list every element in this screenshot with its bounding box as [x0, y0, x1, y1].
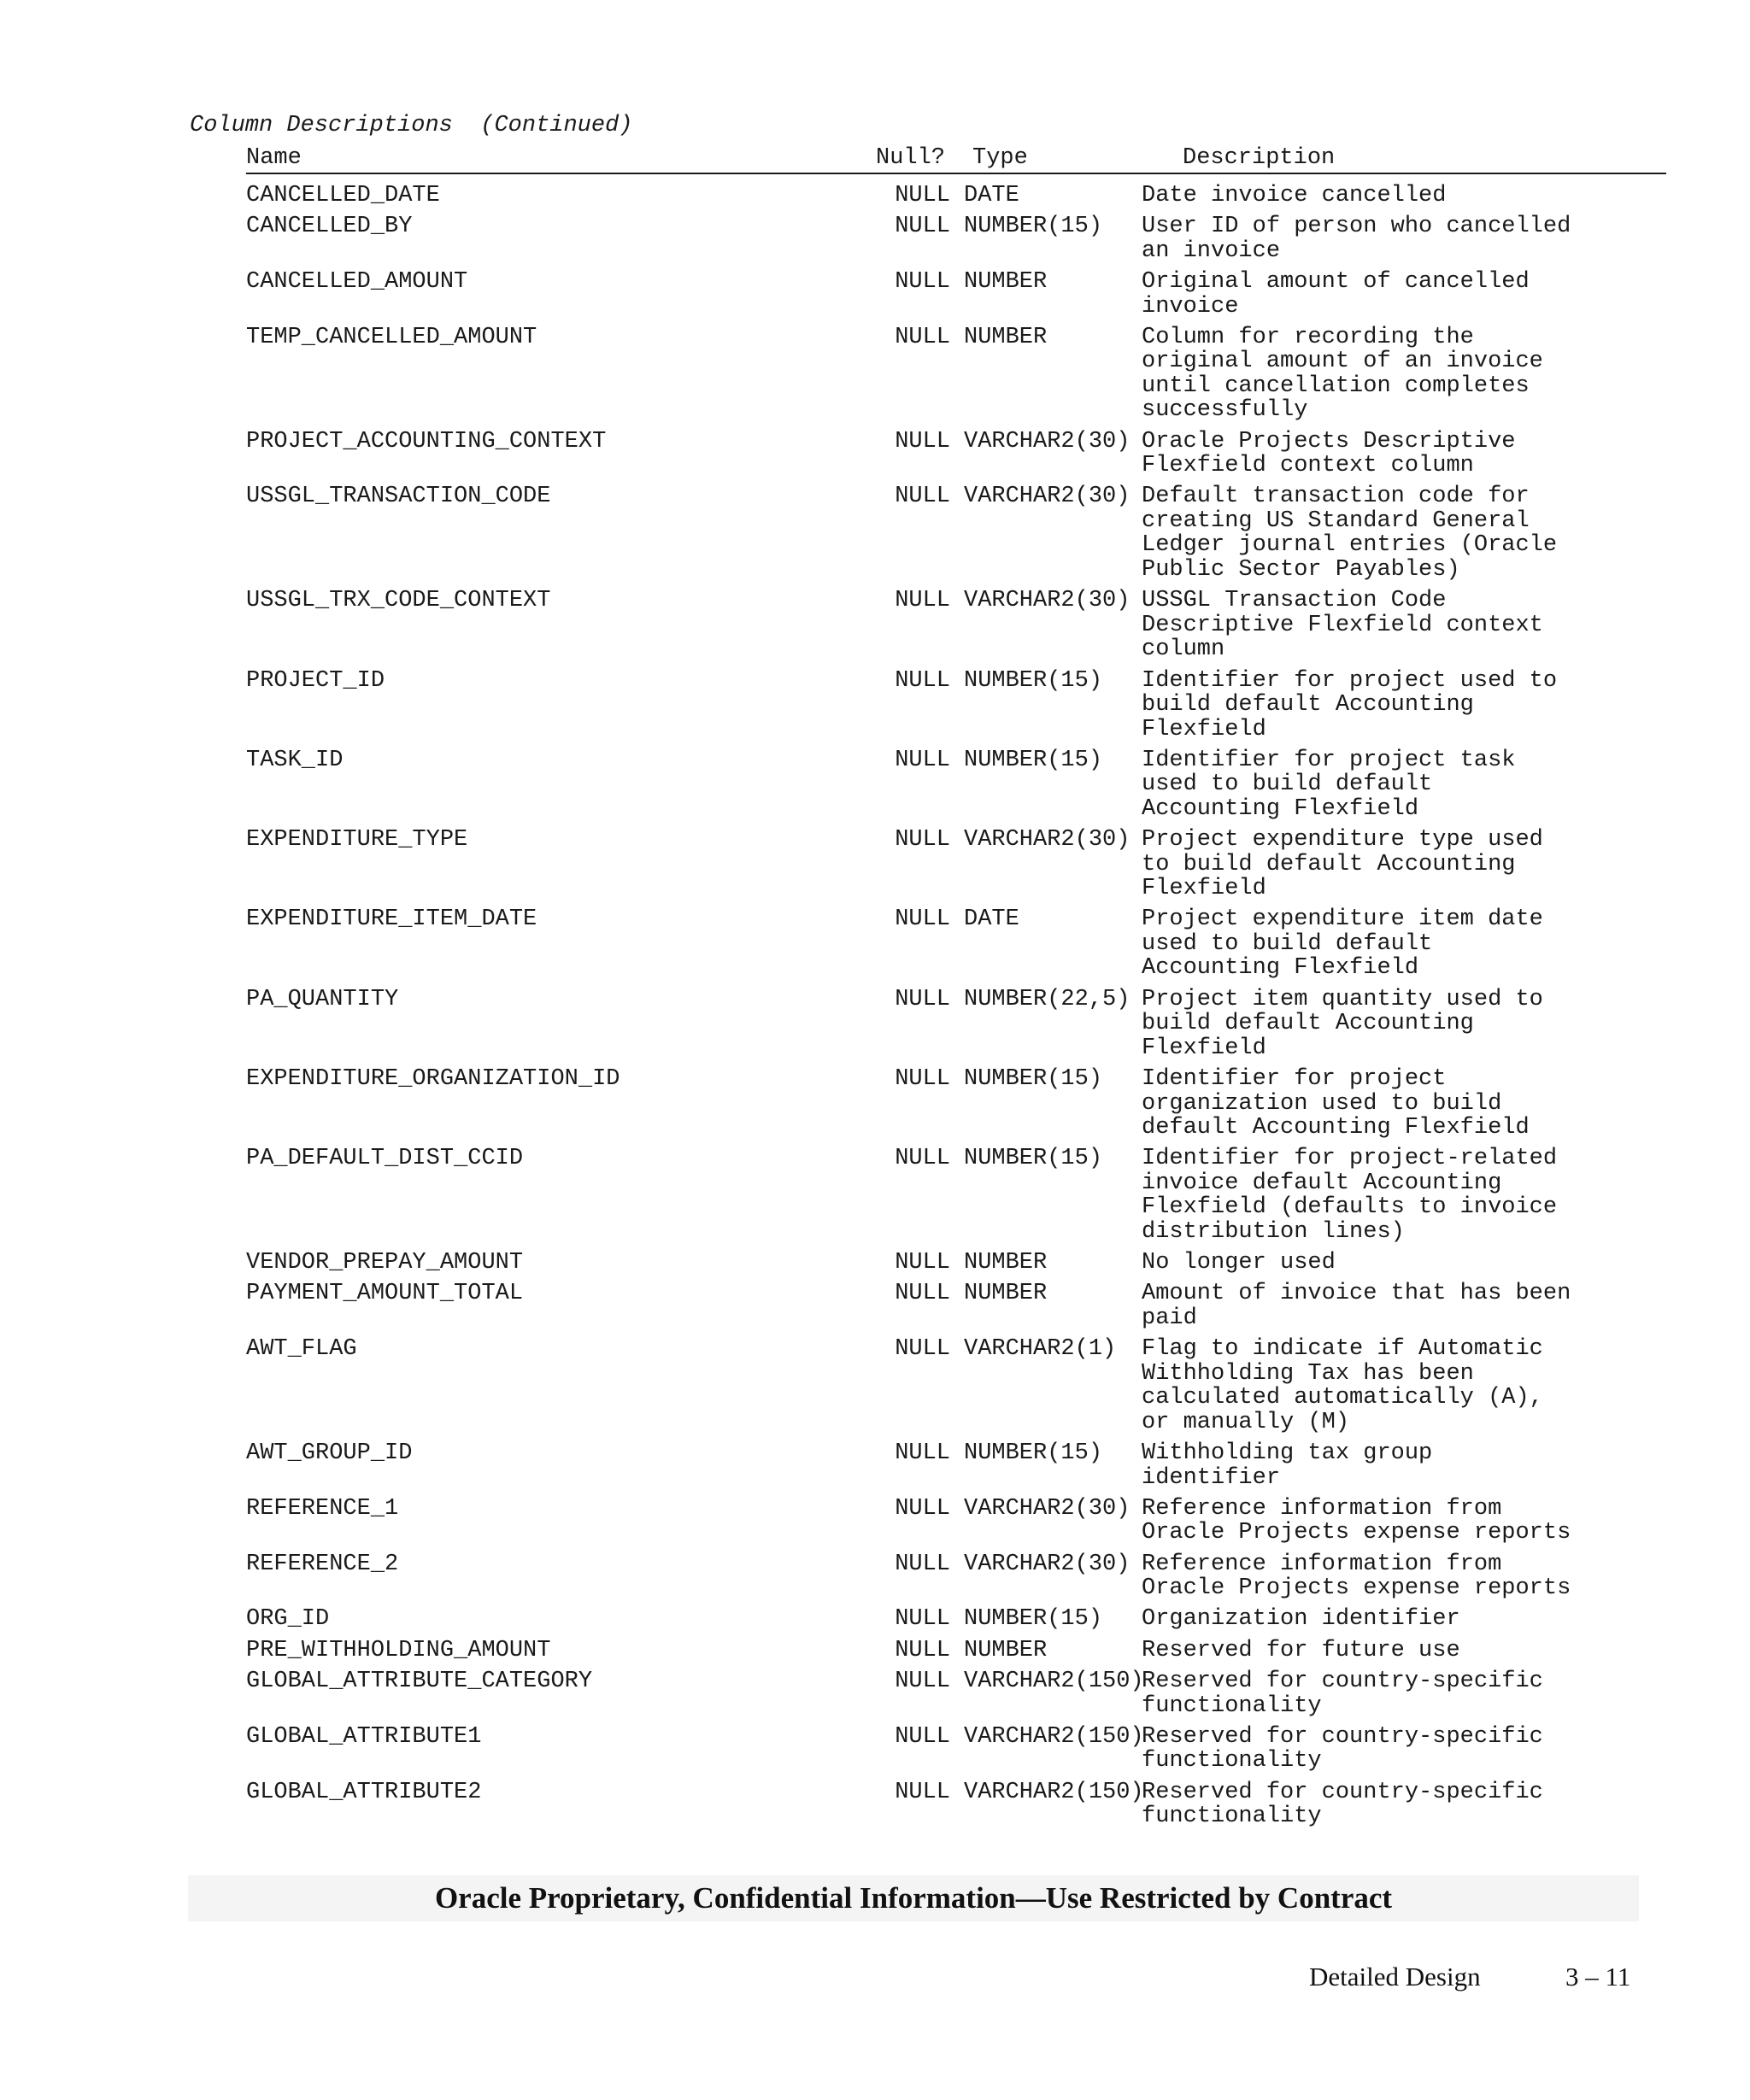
table-row	[246, 828, 1666, 901]
page-number: 3 – 11	[1565, 1962, 1631, 1991]
table-row	[246, 1725, 1666, 1774]
type-cell: NUMBER(22,5)	[964, 986, 1130, 1012]
description-cell: Identifier for project-related invoice default Accounting Flexfield (defaults to invoice distribution lines)	[1142, 1146, 1558, 1245]
type-cell: NUMBER	[964, 1250, 1048, 1276]
column-header-type: Type	[972, 145, 1028, 171]
type-cell: VARCHAR2(150)	[964, 1779, 1144, 1805]
null-cell: NULL	[895, 1336, 950, 1363]
description-cell: Column for recording the original amount of an invoice until cancellation completes successfully	[1142, 324, 1543, 424]
table-row	[246, 184, 1666, 208]
column-name-cell: PA_QUANTITY	[246, 986, 399, 1012]
description-cell: Withholding tax group identifier	[1142, 1440, 1433, 1491]
column-name-cell: EXPENDITURE_ITEM_DATE	[246, 906, 537, 933]
table-row	[246, 1067, 1666, 1141]
description-cell: Reserved for country-specific functionality	[1142, 1723, 1543, 1774]
type-cell: VARCHAR2(30)	[964, 484, 1130, 510]
table-header	[246, 145, 1666, 174]
null-cell: NULL	[895, 986, 950, 1012]
column-name-cell: PROJECT_ID	[246, 667, 385, 694]
column-name-cell: REFERENCE_2	[246, 1551, 399, 1577]
table-row	[246, 484, 1666, 582]
null-cell: NULL	[895, 1606, 950, 1633]
table-row	[246, 214, 1666, 263]
description-cell: Project expenditure item date used to build default Accounting Flexfield	[1142, 906, 1543, 982]
description-cell: Original amount of cancelled invoice	[1142, 269, 1530, 320]
type-cell: NUMBER	[964, 324, 1048, 350]
table-row	[246, 326, 1666, 423]
column-name-cell: PA_DEFAULT_DIST_CCID	[246, 1146, 524, 1172]
null-cell: NULL	[895, 906, 950, 933]
null-cell: NULL	[895, 214, 950, 240]
description-cell: Reference information from Oracle Projects expense reports	[1142, 1495, 1571, 1546]
column-name-cell: TASK_ID	[246, 747, 344, 773]
confidentiality-text: Oracle Proprietary, Confidential Information––Use Restricted by Contract	[434, 1881, 1393, 1915]
table-row	[246, 1282, 1666, 1330]
description-cell: Identifier for project used to build default Accounting Flexfield	[1142, 667, 1558, 742]
table-row	[246, 1552, 1666, 1601]
column-name-cell: GLOBAL_ATTRIBUTE2	[246, 1779, 482, 1805]
null-cell: NULL	[895, 183, 950, 208]
table-row	[246, 1639, 1666, 1663]
description-cell: Date invoice cancelled	[1142, 183, 1447, 208]
description-cell: Reference information from Oracle Projects expense reports	[1142, 1551, 1571, 1602]
type-cell: NUMBER(15)	[964, 747, 1103, 773]
table-row	[246, 748, 1666, 822]
column-header-null: Null?	[876, 145, 946, 171]
column-header-description: Description	[1183, 145, 1336, 171]
type-cell: NUMBER	[964, 269, 1048, 296]
column-name-cell: REFERENCE_1	[246, 1495, 399, 1522]
description-cell: Project expenditure type used to build default Accounting Flexfield	[1142, 827, 1543, 902]
table-row	[246, 1669, 1666, 1718]
null-cell: NULL	[895, 324, 950, 350]
null-cell: NULL	[895, 827, 950, 853]
null-cell: NULL	[895, 747, 950, 773]
column-name-cell: EXPENDITURE_ORGANIZATION_ID	[246, 1066, 620, 1093]
column-name-cell: GLOBAL_ATTRIBUTE1	[246, 1723, 482, 1750]
column-name-cell: PRE_WITHHOLDING_AMOUNT	[246, 1637, 551, 1663]
type-cell: VARCHAR2(30)	[964, 827, 1130, 853]
description-cell: Project item quantity used to build default Accounting Flexfield	[1142, 986, 1543, 1061]
null-cell: NULL	[895, 484, 950, 510]
column-name-cell: CANCELLED_AMOUNT	[246, 269, 468, 296]
type-cell: NUMBER(15)	[964, 1066, 1103, 1093]
description-cell: Organization identifier	[1142, 1606, 1460, 1633]
table-row	[246, 669, 1666, 742]
type-cell: VARCHAR2(30)	[964, 428, 1130, 455]
null-cell: NULL	[895, 1281, 950, 1307]
type-cell: VARCHAR2(1)	[964, 1336, 1117, 1363]
type-cell: VARCHAR2(150)	[964, 1723, 1144, 1750]
column-name-cell: PAYMENT_AMOUNT_TOTAL	[246, 1281, 524, 1307]
table-row	[246, 270, 1666, 319]
null-cell: NULL	[895, 1440, 950, 1467]
type-cell: NUMBER(15)	[964, 667, 1103, 694]
description-cell: Reserved for future use	[1142, 1637, 1460, 1663]
type-cell: VARCHAR2(30)	[964, 1495, 1130, 1522]
null-cell: NULL	[895, 1551, 950, 1577]
null-cell: NULL	[895, 588, 950, 614]
null-cell: NULL	[895, 1495, 950, 1522]
type-cell: NUMBER(15)	[964, 1146, 1103, 1172]
table-row	[246, 430, 1666, 478]
type-cell: NUMBER(15)	[964, 214, 1103, 240]
description-cell: User ID of person who cancelled an invoice	[1142, 214, 1571, 264]
table-row	[246, 907, 1666, 981]
type-cell: NUMBER	[964, 1281, 1048, 1307]
description-cell: Flag to indicate if Automatic Withholding Tax has been calculated automatically (A), or manually (M)	[1142, 1336, 1543, 1435]
description-cell: USSGL Transaction Code Descriptive Flexfield context column	[1142, 588, 1543, 663]
column-name-cell: PROJECT_ACCOUNTING_CONTEXT	[246, 428, 607, 455]
column-name-cell: GLOBAL_ATTRIBUTE_CATEGORY	[246, 1669, 593, 1695]
table-row	[246, 1607, 1666, 1632]
description-cell: Oracle Projects Descriptive Flexfield context column	[1142, 428, 1516, 479]
null-cell: NULL	[895, 428, 950, 455]
null-cell: NULL	[895, 1779, 950, 1805]
column-name-cell: USSGL_TRANSACTION_CODE	[246, 484, 551, 510]
description-cell: Default transaction code for creating US Standard General Ledger journal entries (Oracle Public Sector Payables)	[1142, 484, 1558, 583]
type-cell: VARCHAR2(30)	[964, 588, 1130, 614]
type-cell: DATE	[964, 906, 1019, 933]
column-header-name: Name	[246, 145, 302, 171]
column-name-cell: EXPENDITURE_TYPE	[246, 827, 468, 853]
table-row	[246, 1497, 1666, 1546]
table-row	[246, 589, 1666, 662]
table-row	[246, 1337, 1666, 1434]
type-cell: VARCHAR2(30)	[964, 1551, 1130, 1577]
section-title: Column Descriptions (Continued)	[190, 113, 633, 138]
null-cell: NULL	[895, 1669, 950, 1695]
column-name-cell: CANCELLED_DATE	[246, 183, 440, 208]
null-cell: NULL	[895, 1637, 950, 1663]
type-cell: NUMBER(15)	[964, 1440, 1103, 1467]
description-cell: Identifier for project organization used to build default Accounting Flexfield	[1142, 1066, 1530, 1141]
type-cell: NUMBER	[964, 1637, 1048, 1663]
table-row	[246, 1780, 1666, 1829]
table-row	[246, 1441, 1666, 1490]
chapter-title: Detailed Design	[1309, 1962, 1481, 1991]
description-cell: Identifier for project task used to build default Accounting Flexfield	[1142, 747, 1516, 822]
column-table-body	[246, 184, 1666, 1835]
null-cell: NULL	[895, 1146, 950, 1172]
null-cell: NULL	[895, 1723, 950, 1750]
description-cell: Reserved for country-specific functionality	[1142, 1669, 1543, 1719]
column-name-cell: CANCELLED_BY	[246, 214, 413, 240]
column-name-cell: VENDOR_PREPAY_AMOUNT	[246, 1250, 524, 1276]
type-cell: VARCHAR2(150)	[964, 1669, 1144, 1695]
table-row	[246, 1251, 1666, 1276]
null-cell: NULL	[895, 1066, 950, 1093]
table-row	[246, 988, 1666, 1061]
description-cell: Reserved for country-specific functionality	[1142, 1779, 1543, 1830]
column-name-cell: TEMP_CANCELLED_AMOUNT	[246, 324, 537, 350]
description-cell: Amount of invoice that has been paid	[1142, 1281, 1571, 1331]
confidentiality-notice	[188, 1875, 1639, 1921]
column-name-cell: AWT_GROUP_ID	[246, 1440, 413, 1467]
null-cell: NULL	[895, 667, 950, 694]
type-cell: NUMBER(15)	[964, 1606, 1103, 1633]
description-cell: No longer used	[1142, 1250, 1336, 1276]
column-name-cell: USSGL_TRX_CODE_CONTEXT	[246, 588, 551, 614]
table-row	[246, 1147, 1666, 1244]
null-cell: NULL	[895, 1250, 950, 1276]
column-name-cell: AWT_FLAG	[246, 1336, 357, 1363]
column-name-cell: ORG_ID	[246, 1606, 330, 1633]
type-cell: DATE	[964, 183, 1019, 208]
null-cell: NULL	[895, 269, 950, 296]
